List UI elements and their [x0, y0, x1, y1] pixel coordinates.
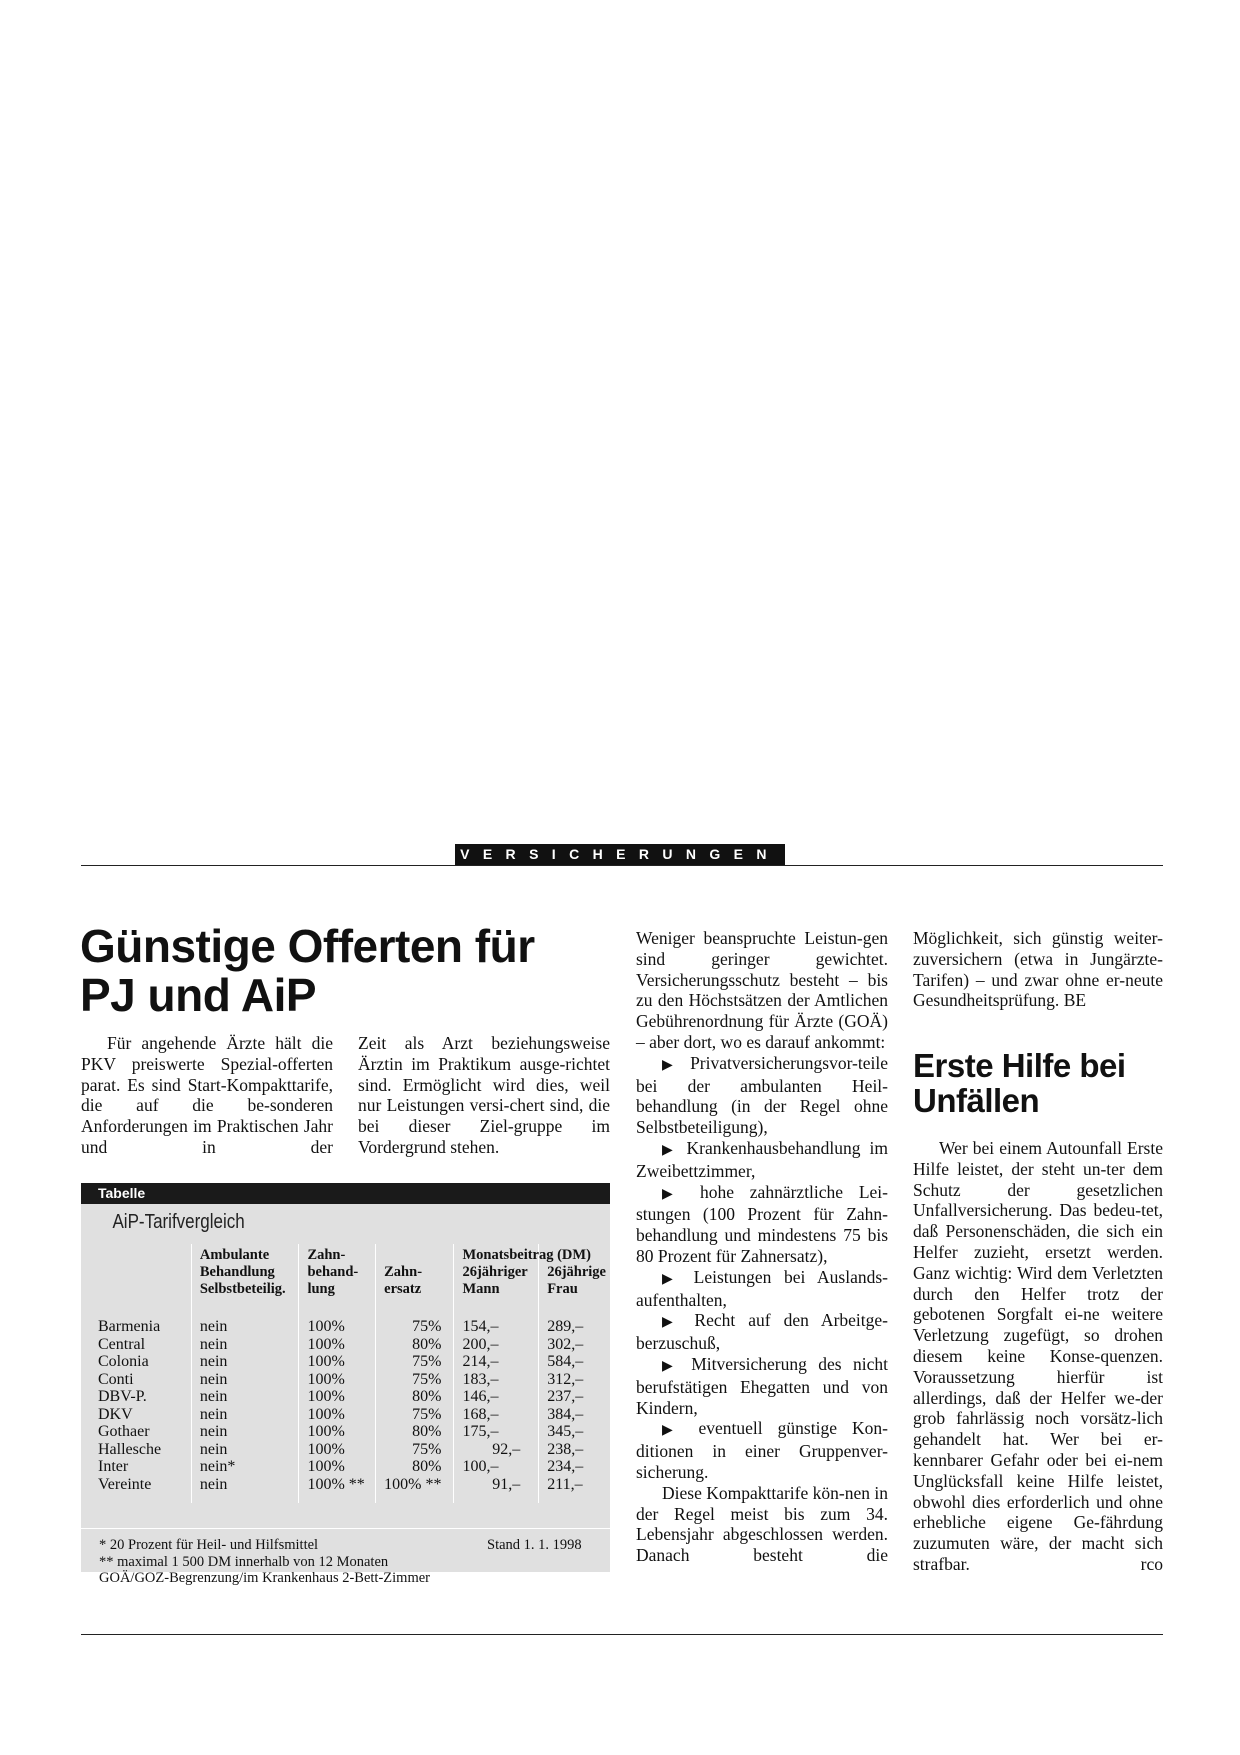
col3-bullet: ▶ Krankenhausbehandlung im Zweibettzimmer, — [636, 1137, 888, 1181]
header-zahnersatz: Zahn- ersatz — [376, 1244, 454, 1310]
side-headline-line-2: Unfällen — [913, 1082, 1040, 1119]
col3-bullet: ▶ Recht auf den Arbeitge-berzuschuß, — [636, 1310, 888, 1354]
main-headline-line-1: Günstige Offerten für — [80, 920, 535, 972]
table-row: DKV nein 100% 75% 168,– 384,– — [81, 1406, 610, 1424]
triangle-bullet-icon: ▶ — [662, 1141, 678, 1158]
side-headline — [913, 1048, 1173, 1118]
main-headline — [80, 922, 620, 1020]
table-row: DBV-P. nein 100% 80% 146,– 237,– — [81, 1388, 610, 1406]
table-tag: Tabelle — [81, 1183, 610, 1204]
article-column-4-top — [913, 928, 1163, 1011]
header-ambulant: Ambulante Behandlung Selbstbeteilig. — [191, 1244, 299, 1310]
triangle-bullet-icon: ▶ — [662, 1270, 682, 1287]
tariff-table — [81, 1244, 610, 1503]
section-label: VERSICHERUNGEN — [455, 844, 785, 865]
table-footnote: GOÄ/GOZ-Begrenzung/im Krankenhaus 2-Bett-Zimmer — [99, 1570, 430, 1586]
table-title: AiP-Tarifvergleich — [112, 1211, 245, 1233]
article-column-3 — [636, 928, 888, 1566]
main-headline-line-2: PJ und AiP — [80, 969, 317, 1021]
section-rule — [81, 865, 1163, 866]
table-row: Colonia nein 100% 75% 214,– 584,– — [81, 1353, 610, 1371]
article-column-4-bottom — [913, 1138, 1163, 1575]
header-monatsbeitrag: Monatsbeitrag (DM) — [462, 1247, 591, 1263]
side-headline-line-1: Erste Hilfe bei — [913, 1047, 1126, 1084]
table-row: Conti nein 100% 75% 183,– 312,– — [81, 1371, 610, 1389]
col3-bullet: ▶ Leistungen bei Auslands-aufenthalten, — [636, 1266, 889, 1310]
bottom-rule — [81, 1634, 1163, 1635]
col4-paragraph-1: Möglichkeit, sich günstig weiter-zuversichern (etwa in Jungärzte-Tarifen) – und zwar ohne er-neute Gesundheitsprüfung. BE — [913, 928, 1163, 1011]
triangle-bullet-icon: ▶ — [662, 1422, 684, 1439]
table-footnote-divider — [81, 1528, 610, 1529]
col3-bullet: ▶ eventuell günstige Kon-ditionen in einer Gruppenver-sicherung. — [636, 1418, 888, 1482]
table-row: Barmenia nein 100% 75% 154,– 289,– — [81, 1310, 610, 1336]
triangle-bullet-icon: ▶ — [662, 1314, 682, 1331]
table-row: Central nein 100% 80% 200,– 302,– — [81, 1336, 610, 1354]
intro-paragraph-1: Für angehende Ärzte hält die PKV preiswerte Spezial-offerten parat. Es sind Start-Kompakttarife, die auf die be-sonderen Anforderungen im Praktischen Jahr und in der — [81, 1033, 333, 1157]
intro-column-2 — [358, 1033, 610, 1158]
header-mann: Monatsbeitrag (DM) 26jähriger Mann — [454, 1244, 539, 1310]
col3-bullet: ▶ Mitversicherung des nicht berufstätigen Ehegatten und von Kindern, — [636, 1353, 888, 1418]
table-row: Inter nein* 100% 80% 100,– 234,– — [81, 1458, 610, 1476]
table-row: Hallesche nein 100% 75% 92,– 238,– — [81, 1441, 610, 1459]
table-row: Gothaer nein 100% 80% 175,– 345,– — [81, 1423, 610, 1441]
intro-paragraph-2: Zeit als Arzt beziehungsweise Ärztin im Praktikum ausge-richtet sind. Ermöglicht wird dies, weil nur Leistungen versi-chert sind, die bei dieser Ziel-gruppe im Vordergrund stehen. — [358, 1033, 610, 1157]
col3-bullet: ▶ hohe zahnärztliche Lei-stungen (100 Prozent für Zahn-behandlung und mindestens 75 bis 80 Prozent für Zahnersatz), — [636, 1181, 888, 1266]
author-initials: rco — [1140, 1553, 1163, 1574]
table-stand-date: Stand 1. 1. 1998 — [487, 1537, 582, 1553]
col3-paragraph-2: Diese Kompakttarife kön-nen in der Regel meist bis zum 34. Lebensjahr abgeschlossen werden. Danach besteht die — [636, 1482, 888, 1566]
table-footnote: * 20 Prozent für Heil- und Hilfsmittel — [99, 1537, 319, 1553]
col3-bullet: ▶ Privatversicherungsvor-teile bei der ambulanten Heil-behandlung (in der Regel ohne Selbstbeteiligung), — [636, 1052, 888, 1138]
header-insurer — [81, 1244, 191, 1310]
table-row: Vereinte nein 100% ** 100% ** 91,– 211,– — [81, 1476, 610, 1504]
table-header-row — [81, 1244, 610, 1310]
header-zahnbehandlung: Zahn- behand- lung — [299, 1244, 376, 1310]
header-frau: 26jährige Frau — [539, 1244, 610, 1310]
triangle-bullet-icon: ▶ — [662, 1185, 685, 1202]
intro-column-1 — [81, 1033, 333, 1158]
table-footnote: ** maximal 1 500 DM innerhalb von 12 Monaten — [99, 1553, 389, 1570]
col3-paragraph-1: Weniger beanspruchte Leistun-gen sind geringer gewichtet. Versicherungsschutz besteht – bis zu den Höchstsätzen der Amtlichen Gebührenordnung für Ärzte (GOÄ) – aber dort, wo es darauf ankommt: — [636, 928, 888, 1052]
triangle-bullet-icon: ▶ — [662, 1056, 680, 1073]
col4-paragraph-2: Wer bei einem Autounfall Erste Hilfe leistet, der steht un-ter dem Schutz der gesetzlichen Unfallversicherung. Das bedeu-tet, daß Personenschäden, die sich ein Helfer zuzieht, ersetzt werden. Ganz wichtig: Wird dem Verletzten durch den Helfer trotz der gebotenen Sorgfalt ei-ne weitere Verletzung zugefügt, so drohen diesem keine Konse-quenzen. Voraussetzung hierfür ist allerdings, daß der Helfer we-der grob fahrlässig noch vorsätz-lich gehandelt hat. Wer bei er-kennbarer Gefahr oder bei ei-nem Unglücksfall keine Hilfe leistet, obwohl dies erforderlich und ohne erhebliche eigene Ge-fährdung zuzumuten wäre, der macht sich strafbar. rco — [913, 1138, 1163, 1574]
triangle-bullet-icon: ▶ — [662, 1357, 680, 1374]
author-initials: BE — [1063, 990, 1087, 1011]
